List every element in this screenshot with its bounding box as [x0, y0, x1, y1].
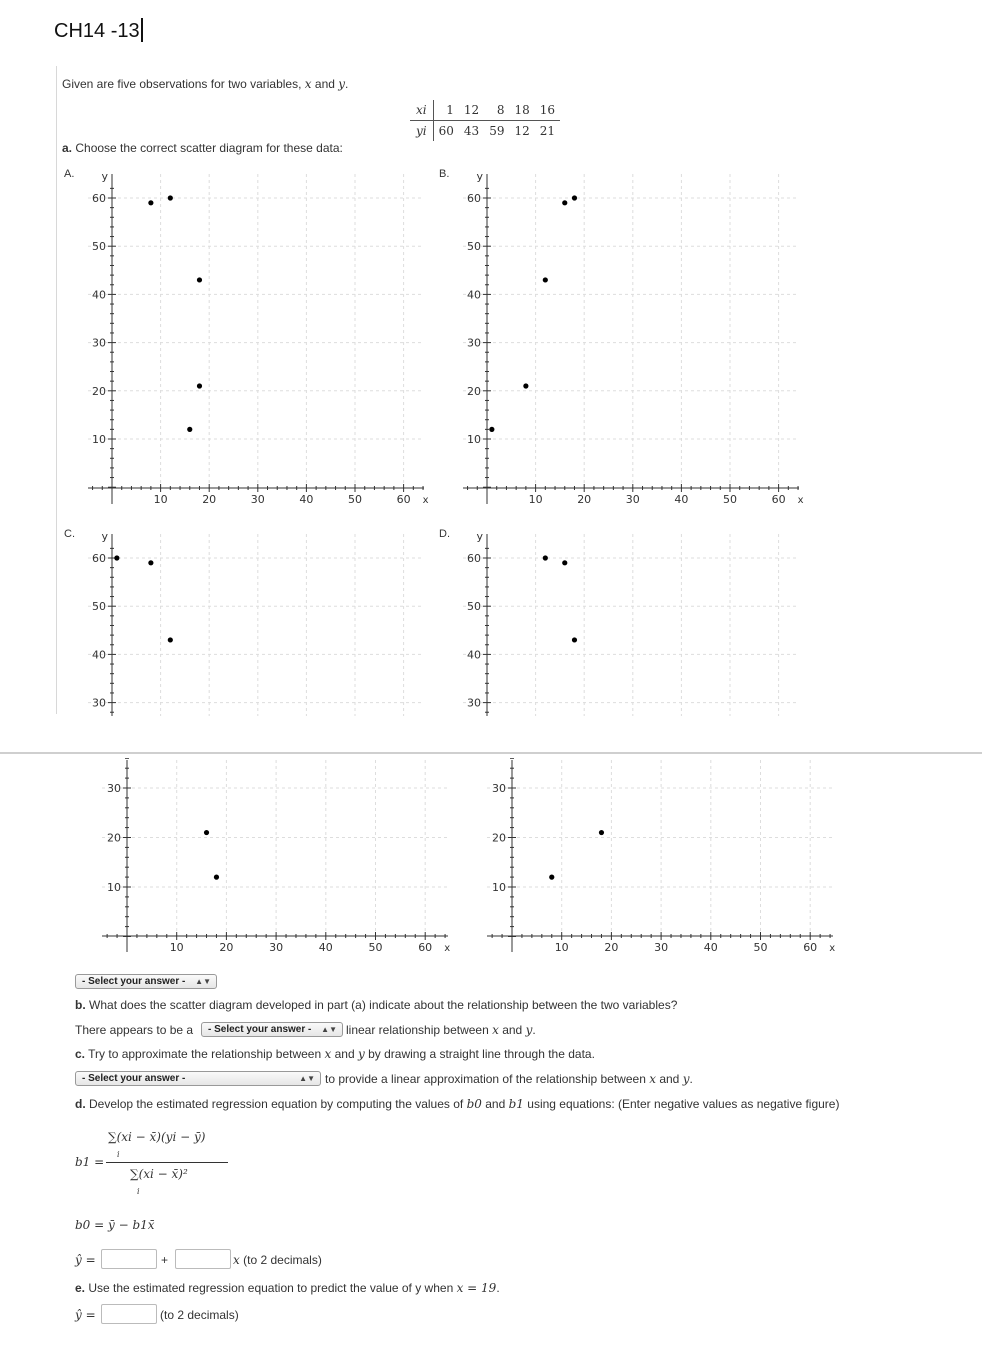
y-tick-label: 50 — [92, 240, 106, 254]
x-tick-label: 20 — [219, 941, 234, 954]
x-axis-label: x — [829, 943, 836, 954]
x-tick-label: 50 — [348, 493, 362, 506]
x-tick-label: 30 — [625, 493, 640, 506]
scatter-chart-b[interactable] — [459, 170, 809, 510]
y-tick-label: 60 — [92, 552, 106, 565]
b1-numerator-sub: i — [117, 1150, 120, 1159]
y-tick-label: 10 — [492, 881, 506, 894]
data-point — [562, 200, 567, 205]
y-tick-label: 20 — [492, 831, 506, 845]
slope-input[interactable] — [175, 1249, 231, 1269]
y-axis-label: y — [101, 170, 108, 183]
y-tick-label: 60 — [92, 192, 106, 205]
yhat-label: ŷ = — [75, 1253, 96, 1267]
text-cursor — [141, 18, 143, 42]
part-c-answer-select[interactable]: - Select your answer - ▲▼ — [75, 1071, 321, 1086]
x-tick-label: 10 — [528, 493, 543, 506]
y-tick-label: 40 — [92, 288, 106, 302]
part-e-question: e. Use the estimated regression equation to predict the value of y when x = 19. — [75, 1281, 500, 1295]
x-tick-label: 50 — [723, 493, 737, 506]
data-point — [197, 277, 202, 282]
data-point — [599, 830, 604, 835]
fraction-bar — [106, 1162, 228, 1163]
data-point — [543, 555, 548, 560]
observations-table — [410, 100, 560, 141]
data-point — [148, 560, 153, 565]
y-tick-label: 10 — [92, 433, 106, 446]
y-tick-label: 50 — [467, 600, 481, 614]
y-tick-label: 60 — [467, 192, 481, 205]
x-value: 18 — [509, 100, 534, 121]
data-point — [572, 195, 577, 200]
y-tick-label: 40 — [467, 288, 481, 302]
data-point — [168, 637, 173, 642]
yhat-hint: x (to 2 decimals) — [233, 1253, 322, 1267]
x-tick-label: 30 — [250, 493, 265, 506]
part-c-question: c. Try to approximate the relationship between x and y by drawing a straight line through the data. — [75, 1047, 595, 1061]
data-point — [204, 830, 209, 835]
option-label-a: A. — [64, 168, 75, 180]
data-point — [572, 637, 577, 642]
x-axis-label: x — [444, 943, 451, 954]
data-point — [148, 200, 153, 205]
intercept-input[interactable] — [101, 1249, 157, 1269]
y-value: 43 — [463, 124, 480, 138]
x-tick-label: 40 — [674, 493, 689, 506]
b0-equation: b0 = ȳ − b1x̄ — [75, 1218, 155, 1232]
x-tick-label: 20 — [577, 493, 592, 506]
x-tick-label: 40 — [703, 941, 718, 954]
part-b-answer-select[interactable]: - Select your answer - ▲▼ — [201, 1022, 343, 1037]
y-axis-label: y — [476, 530, 483, 543]
b1-lhs: b1 = — [75, 1155, 105, 1169]
part-c-suffix: to provide a linear approximation of the relationship between x and y. — [325, 1072, 693, 1086]
part-b-prefix: There appears to be a — [75, 1023, 194, 1037]
data-point — [114, 555, 119, 560]
scatter-chart-d-bottom[interactable] — [483, 758, 843, 958]
prediction-label: ŷ = — [75, 1308, 96, 1322]
y-tick-label: 60 — [467, 552, 481, 565]
y-tick-label: 20 — [467, 384, 481, 398]
x-tick-label: 10 — [153, 493, 168, 506]
x-row-header: xi — [410, 100, 433, 121]
data-point — [543, 277, 548, 282]
y-tick-label: 30 — [492, 782, 506, 795]
x-tick-label: 60 — [803, 941, 818, 954]
x-value: 8 — [484, 100, 509, 121]
prediction-hint: (to 2 decimals) — [160, 1308, 239, 1322]
data-point — [562, 560, 567, 565]
scatter-chart-d-top[interactable] — [459, 530, 809, 720]
table-row-x — [410, 100, 560, 121]
b1-numerator: ∑(xi − x̄)(yi − ȳ) — [108, 1130, 206, 1144]
page-title: CH14 -13 — [54, 18, 143, 43]
select-arrow-icon: ▲▼ — [299, 1074, 315, 1083]
data-point — [549, 875, 554, 880]
data-point — [214, 875, 219, 880]
x-tick-label: 50 — [368, 941, 383, 954]
select-arrow-icon: ▲▼ — [195, 977, 211, 986]
y-tick-label: 10 — [107, 881, 121, 894]
select-arrow-icon: ▲▼ — [321, 1025, 337, 1034]
y-axis-label: y — [476, 170, 483, 183]
option-label-c: C. — [64, 528, 75, 540]
part-b-suffix: linear relationship between x and y. — [346, 1023, 536, 1037]
y-value: 12 — [514, 124, 530, 138]
table-row-y — [410, 121, 560, 142]
x-tick-label: 30 — [269, 941, 284, 954]
x-value: 12 — [459, 100, 484, 121]
y-tick-label: 20 — [107, 831, 121, 845]
scatter-chart-c-bottom[interactable] — [98, 758, 458, 958]
x-tick-label: 60 — [396, 493, 411, 506]
y-tick-label: 30 — [92, 696, 106, 710]
y-tick-label: 10 — [467, 433, 481, 446]
x-tick-label: 10 — [554, 941, 569, 954]
option-label-d: D. — [439, 528, 450, 540]
screenshot-seam — [0, 752, 982, 754]
x-tick-label: 40 — [318, 941, 333, 954]
option-label-b: B. — [439, 168, 450, 180]
content-border — [56, 66, 57, 714]
part-a-answer-select[interactable]: - Select your answer - ▲▼ — [75, 974, 217, 989]
x-axis-label: x — [797, 495, 804, 506]
y-tick-label: 20 — [92, 384, 106, 398]
part-d-question: d. Develop the estimated regression equation by computing the values of b0 and b1 using equations: (Enter negative values as negative figure) — [75, 1097, 840, 1111]
x-tick-label: 60 — [418, 941, 433, 954]
y-tick-label: 40 — [92, 648, 106, 662]
x-value: 16 — [535, 100, 560, 121]
y-axis-label: y — [101, 530, 108, 543]
data-point — [489, 427, 494, 432]
x-tick-label: 30 — [654, 941, 669, 954]
data-point — [197, 383, 202, 388]
y-value: 59 — [489, 124, 505, 138]
y-value: 60 — [438, 124, 454, 138]
x-axis-label: x — [422, 495, 429, 506]
y-row-header: yi — [410, 121, 433, 142]
x-tick-label: 20 — [202, 493, 217, 506]
y-tick-label: 30 — [107, 782, 121, 795]
part-a-question: a. Choose the correct scatter diagram for these data: — [62, 141, 343, 155]
y-value: 21 — [539, 124, 556, 138]
y-tick-label: 30 — [467, 696, 481, 710]
y-tick-label: 50 — [467, 240, 481, 254]
data-point — [523, 383, 528, 388]
y-tick-label: 30 — [92, 336, 106, 350]
x-tick-label: 50 — [753, 941, 768, 954]
y-tick-label: 50 — [92, 600, 106, 614]
b1-denominator: ∑(xi − x̄)² — [130, 1167, 188, 1181]
plus-sign: + — [161, 1253, 169, 1267]
x-tick-label: 60 — [771, 493, 786, 506]
x-tick-label: 40 — [299, 493, 314, 506]
b1-denominator-sub: i — [137, 1187, 140, 1196]
x-tick-label: 20 — [604, 941, 619, 954]
part-b-question: b. What does the scatter diagram developed in part (a) indicate about the relationship between the two variables? — [75, 998, 678, 1012]
y-tick-label: 30 — [467, 336, 481, 350]
x-tick-label: 10 — [169, 941, 184, 954]
intro-text: Given are five observations for two variables, x and y. — [62, 77, 349, 91]
prediction-input[interactable] — [101, 1304, 157, 1324]
x-value: 1 — [433, 100, 459, 121]
data-point — [187, 427, 192, 432]
data-point — [168, 195, 173, 200]
scatter-chart-a[interactable] — [84, 170, 434, 510]
scatter-chart-c-top[interactable] — [84, 530, 434, 720]
y-tick-label: 40 — [467, 648, 481, 662]
